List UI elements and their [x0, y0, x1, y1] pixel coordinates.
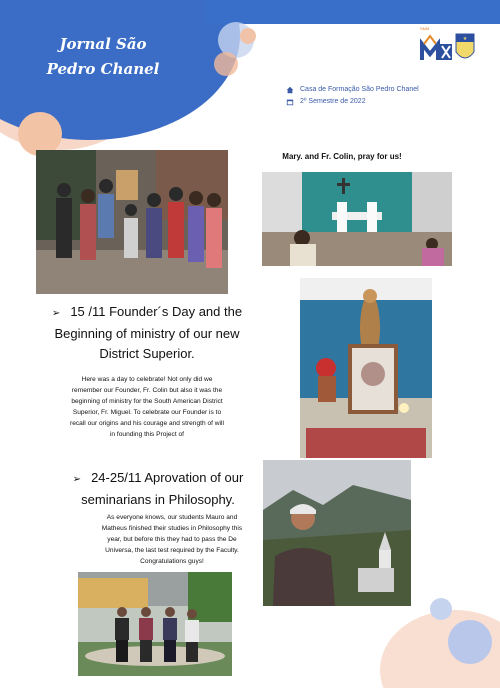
- bullet-arrow-icon: ➢: [51, 308, 61, 319]
- article2-heading: [58, 468, 258, 510]
- decorative-blue-circle-large: [448, 620, 492, 664]
- article1-body: [22, 374, 272, 440]
- article2-line: Universa, the last test required by the Faculty.: [105, 547, 239, 554]
- logo-caption: SMM: [420, 26, 430, 31]
- article1-heading-text-1: 15 /11 Founder´s Day and the: [70, 304, 243, 319]
- article1-line: in founding this Project of: [109, 431, 185, 438]
- article2-heading-line-2: seminarians in Philosophy.: [81, 492, 235, 507]
- statue-photo: [300, 278, 432, 458]
- title-line-2: Pedro Chanel: [46, 60, 160, 78]
- article2-body: [76, 512, 268, 567]
- article1-line: remember our Founder, Fr. Colin but also it was the: [71, 387, 223, 394]
- article2-line: As everyone knows, our students Mauro and: [106, 514, 238, 521]
- home-icon: [286, 86, 294, 94]
- decorative-peach-dot: [214, 52, 238, 76]
- article1-heading-line-3: District Superior.: [99, 346, 195, 361]
- article2-heading-text-1: 24-25/11 Aprovation of our: [91, 470, 244, 485]
- svg-text:★: ★: [462, 36, 468, 42]
- photo-caption: Mary. and Fr. Colin, pray for us!: [282, 152, 402, 161]
- top-blue-bar: [205, 0, 500, 24]
- article1-line: Here was a day to celebrate! Not only did we: [81, 376, 213, 383]
- article1-line: Superior, Fr. Miguel. To celebrate our Founder is to: [72, 409, 222, 416]
- calendar-icon: [286, 98, 294, 106]
- article1-heading-line-2: Beginning of ministry of our new: [54, 326, 240, 341]
- newsletter-title: [28, 32, 178, 82]
- article2-heading-line-1: [58, 468, 258, 490]
- marist-logo-icon: [418, 30, 478, 66]
- semester-text: 2º Semestre de 2022: [300, 98, 366, 105]
- address-row: [286, 84, 419, 96]
- decorative-orange-circle: [240, 28, 256, 44]
- marist-logo: [418, 30, 478, 66]
- article1-heading-line-1: [22, 302, 272, 324]
- group-photo: [36, 150, 228, 294]
- article1-line: recall our origins and his courage and strength of will: [70, 420, 224, 427]
- title-line-1: Jornal São: [59, 35, 147, 53]
- article2-line: year, but before this they had to pass the De: [107, 536, 237, 543]
- article2-line: Congratulations guys!: [140, 558, 204, 565]
- portrait-photo: [263, 460, 411, 606]
- bullet-arrow-icon: ➢: [72, 474, 82, 485]
- students-photo: [78, 572, 232, 676]
- decorative-blue-circle-small: [430, 598, 452, 620]
- chapel-photo: [262, 172, 452, 266]
- article2-line: Matheus finished their studies in Philosophy this: [101, 525, 243, 532]
- contact-block: [286, 84, 419, 108]
- article1-heading: [22, 302, 272, 364]
- semester-row: [286, 96, 419, 108]
- article1-line: beginning of ministry for the South American District: [71, 398, 223, 405]
- address-text: Casa de Formação São Pedro Chanel: [300, 86, 419, 93]
